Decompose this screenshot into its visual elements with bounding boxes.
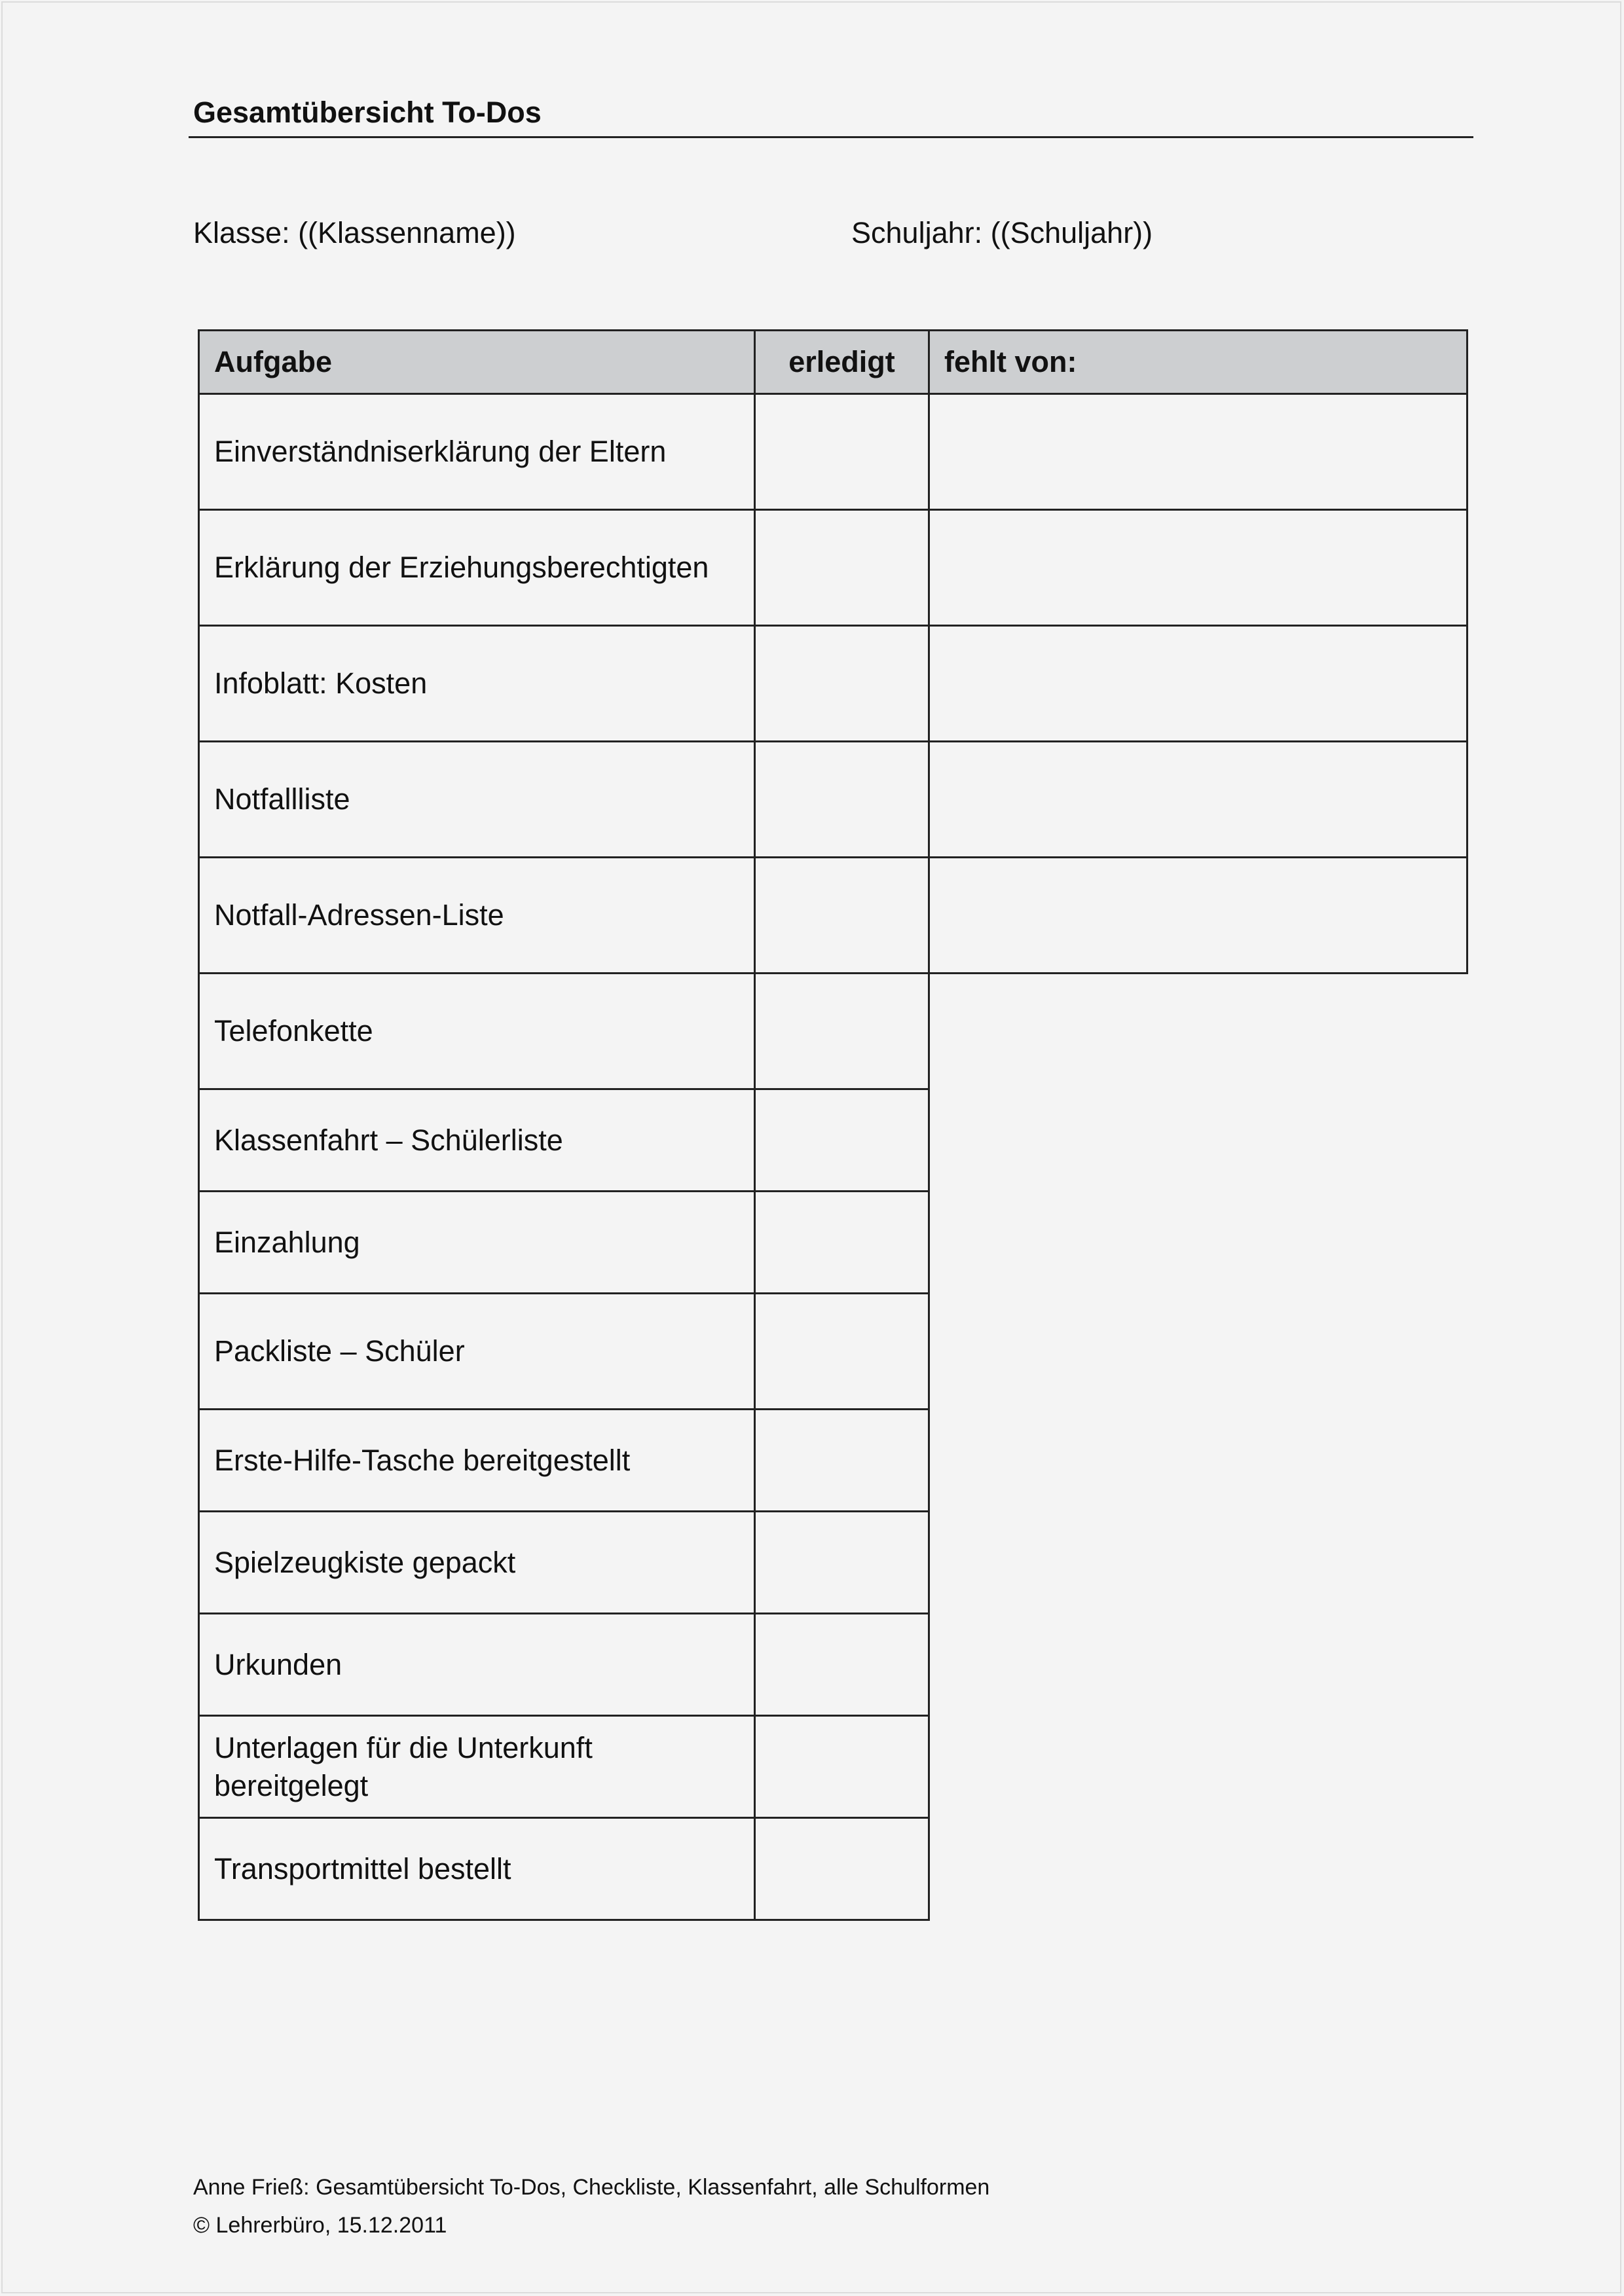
klasse-field: Klasse: ((Klassenname)) <box>193 216 516 249</box>
fehlt-von-cell[interactable] <box>929 742 1467 858</box>
erledigt-cell[interactable] <box>755 1818 929 1920</box>
task-cell: Spielzeugkiste gepackt <box>199 1512 755 1614</box>
erledigt-cell[interactable] <box>755 742 929 858</box>
task-cell: Einverständniserklärung der Eltern <box>199 394 755 510</box>
todo-table <box>198 329 1468 1921</box>
empty-cell <box>929 1410 1467 1512</box>
table-row <box>199 1512 1467 1614</box>
erledigt-cell[interactable] <box>755 394 929 510</box>
empty-cell <box>929 1614 1467 1716</box>
erledigt-cell[interactable] <box>755 510 929 626</box>
task-cell: Notfall-Adressen-Liste <box>199 858 755 974</box>
table-row <box>199 394 1467 510</box>
erledigt-cell[interactable] <box>755 1089 929 1192</box>
erledigt-cell[interactable] <box>755 1410 929 1512</box>
empty-cell <box>929 1716 1467 1818</box>
task-cell: Packliste – Schüler <box>199 1294 755 1410</box>
schuljahr-field: Schuljahr: ((Schuljahr)) <box>851 216 1153 249</box>
table-row <box>199 974 1467 1089</box>
task-cell: Telefonkette <box>199 974 755 1089</box>
table-row <box>199 1089 1467 1192</box>
empty-cell <box>929 974 1467 1089</box>
erledigt-cell[interactable] <box>755 1512 929 1614</box>
erledigt-cell[interactable] <box>755 626 929 742</box>
task-cell: Infoblatt: Kosten <box>199 626 755 742</box>
erledigt-cell[interactable] <box>755 1294 929 1410</box>
table-row <box>199 626 1467 742</box>
fehlt-von-cell[interactable] <box>929 510 1467 626</box>
task-cell: Unterlagen für die Unterkunft bereitgelegt <box>199 1716 755 1818</box>
table-row <box>199 1818 1467 1920</box>
empty-cell <box>929 1818 1467 1920</box>
empty-cell <box>929 1512 1467 1614</box>
erledigt-cell[interactable] <box>755 1614 929 1716</box>
erledigt-cell[interactable] <box>755 858 929 974</box>
empty-cell <box>929 1089 1467 1192</box>
table-row <box>199 742 1467 858</box>
table-row <box>199 1192 1467 1294</box>
erledigt-cell[interactable] <box>755 1192 929 1294</box>
empty-cell <box>929 1192 1467 1294</box>
header-erledigt: erledigt <box>755 331 929 394</box>
table-header-row <box>199 331 1467 394</box>
footer-credit: Anne Frieß: Gesamtübersicht To-Dos, Checkliste, Klassenfahrt, alle Schulformen <box>193 2175 990 2200</box>
table-row <box>199 1410 1467 1512</box>
fehlt-von-cell[interactable] <box>929 626 1467 742</box>
fehlt-von-cell[interactable] <box>929 394 1467 510</box>
empty-cell <box>929 1294 1467 1410</box>
header-fehlt-von: fehlt von: <box>929 331 1467 394</box>
header-aufgabe: Aufgabe <box>199 331 755 394</box>
table-row <box>199 1716 1467 1818</box>
title-underline <box>189 136 1473 138</box>
table-row <box>199 1294 1467 1410</box>
table-row <box>199 510 1467 626</box>
erledigt-cell[interactable] <box>755 974 929 1089</box>
footer-copyright: © Lehrerbüro, 15.12.2011 <box>193 2213 447 2238</box>
document-title: Gesamtübersicht To-Dos <box>193 96 542 129</box>
task-cell: Transportmittel bestellt <box>199 1818 755 1920</box>
task-cell: Urkunden <box>199 1614 755 1716</box>
task-cell: Erklärung der Erziehungsberechtigten <box>199 510 755 626</box>
fehlt-von-cell[interactable] <box>929 858 1467 974</box>
table-row <box>199 1614 1467 1716</box>
table-row <box>199 858 1467 974</box>
task-cell: Erste-Hilfe-Tasche bereitgestellt <box>199 1410 755 1512</box>
erledigt-cell[interactable] <box>755 1716 929 1818</box>
task-cell: Einzahlung <box>199 1192 755 1294</box>
task-cell: Klassenfahrt – Schülerliste <box>199 1089 755 1192</box>
task-cell: Notfallliste <box>199 742 755 858</box>
